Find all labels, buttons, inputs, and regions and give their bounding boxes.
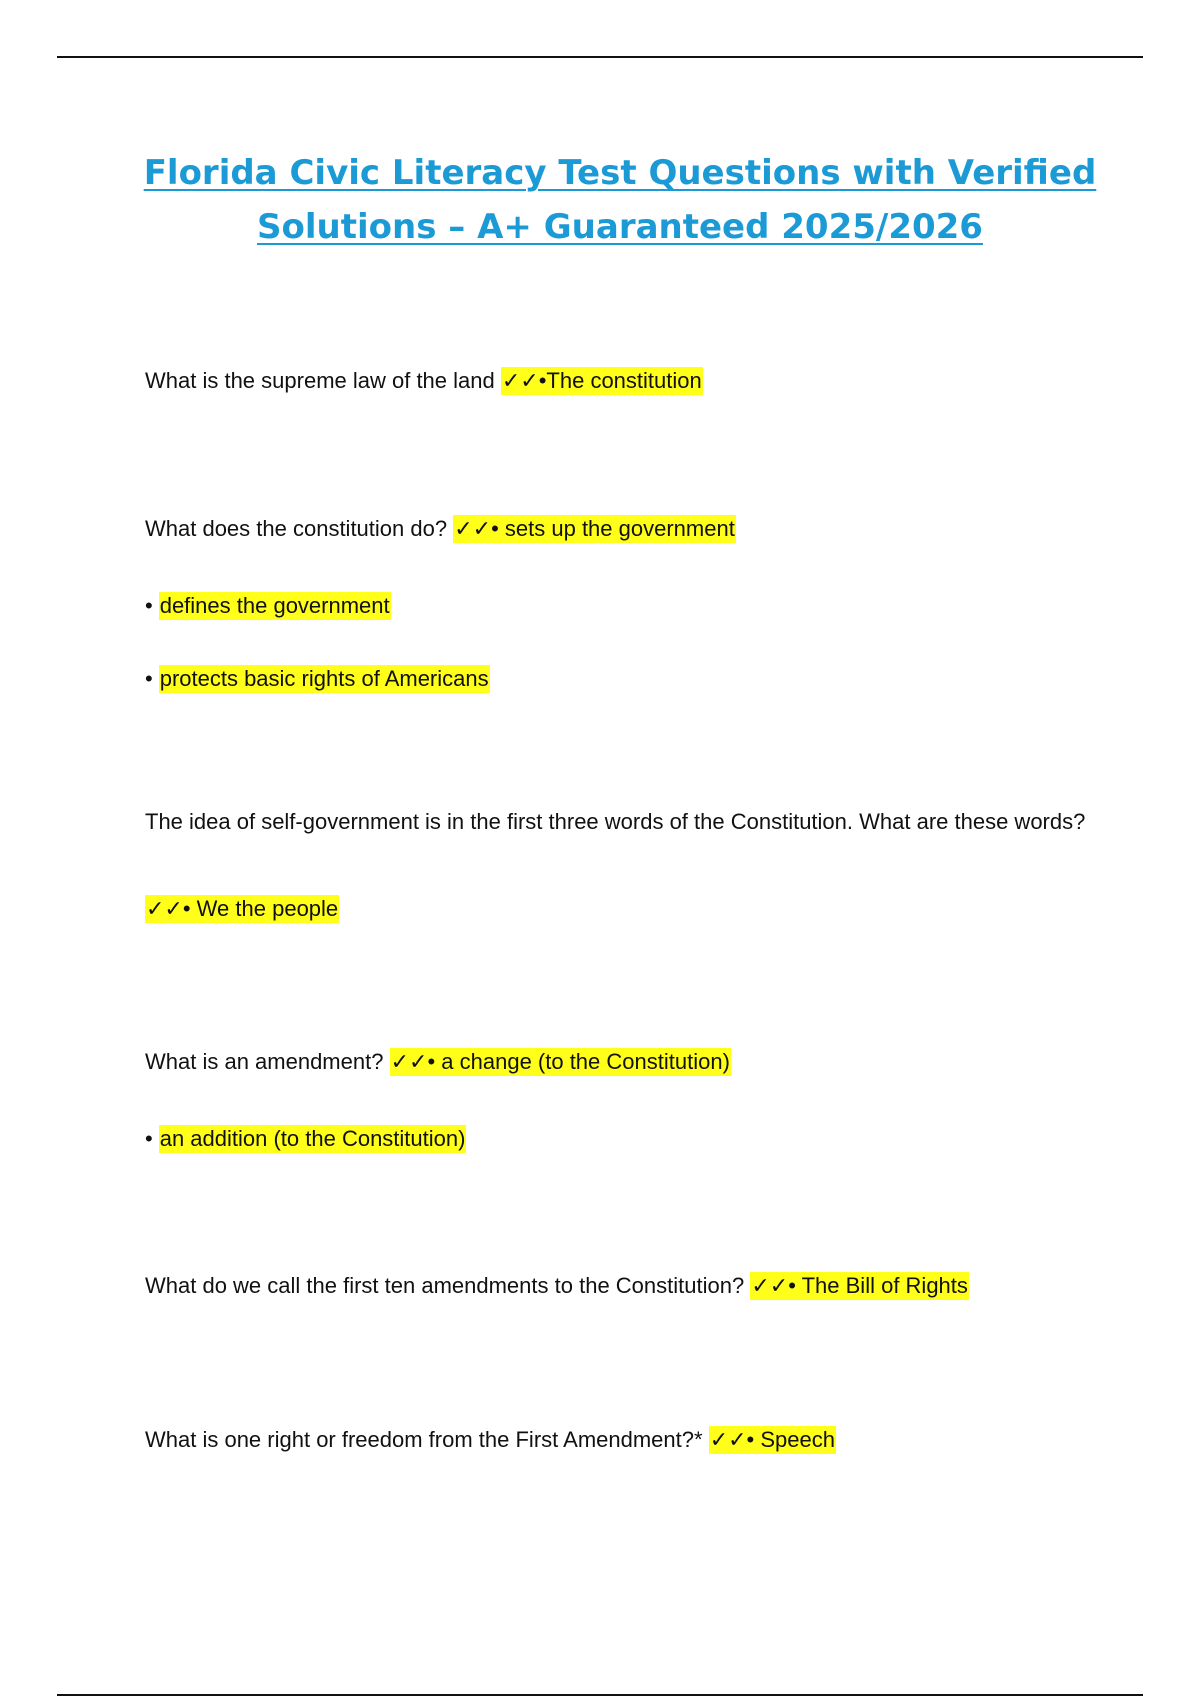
question-text: What do we call the first ten amendments to the Constitution? [145, 1273, 745, 1298]
title-line-2: Solutions – A+ Guaranteed 2025/2026 [257, 207, 983, 247]
answer-highlight: an addition (to the Constitution) [159, 1126, 466, 1151]
qa-item-5 [145, 1271, 969, 1301]
top-rule [57, 56, 1143, 58]
question-text: What is the supreme law of the land [145, 368, 495, 393]
qa-item-6 [145, 1425, 836, 1455]
bullet-icon: • [145, 593, 153, 618]
answer-bullet [145, 664, 490, 694]
question-text: What does the constitution do? [145, 516, 448, 541]
answer-highlight: ✓✓• a change (to the Constitution) [390, 1049, 730, 1074]
qa-item-3-answer [145, 894, 339, 924]
qa-item-2 [145, 514, 736, 544]
answer-highlight: protects basic rights of Americans [159, 666, 489, 691]
question-text: What is one right or freedom from the First Amendment?* [145, 1427, 703, 1452]
title-line-1: Florida Civic Literacy Test Questions with Verified [143, 153, 1097, 193]
answer-bullet [145, 1124, 466, 1154]
answer-highlight: ✓✓• We the people [146, 896, 339, 921]
answer-bullet [145, 591, 391, 621]
question-text: What is an amendment? [145, 1049, 384, 1074]
answer-highlight: defines the government [159, 593, 390, 618]
bullet-icon: • [145, 1126, 153, 1151]
qa-item-4 [145, 1047, 731, 1077]
bullet-icon: • [145, 666, 153, 691]
qa-item-3 [145, 808, 1105, 836]
answer-highlight: ✓✓• sets up the government [454, 516, 735, 541]
qa-item-1 [145, 366, 703, 396]
answer-highlight: ✓✓• The Bill of Rights [751, 1273, 968, 1298]
answer-highlight: ✓✓• Speech [709, 1427, 835, 1452]
document-title [80, 146, 1160, 254]
question-text: The idea of self-government is in the first three words of the Constitution. What are these words? [145, 809, 1086, 834]
answer-highlight: ✓✓•The constitution [501, 368, 702, 393]
bottom-rule [57, 1694, 1143, 1696]
